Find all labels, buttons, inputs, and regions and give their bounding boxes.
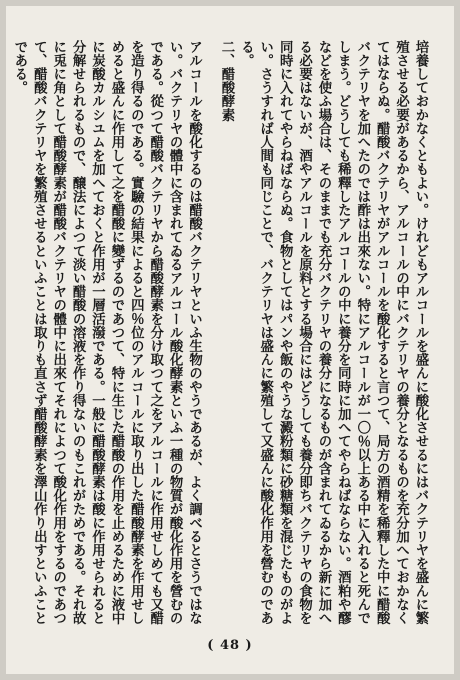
vertical-text-block <box>11 40 430 625</box>
page-number: ( 48 ) <box>207 638 253 653</box>
paragraph-2: アルコールを酸化するのは醋酸バクテリヤといふ生物のやうであるが、よく調べるとさうではない。バクテリヤの體中に含まれてゐるアルコール酸化酵素といふ一種の物質が酸化作用を營むのである。從つて醋酸バクテリヤから醋酸酵素を分け取つて之をアルコールに作用せしめても又醋を造り得るのである。實驗の結果によると四％位のアルコールに取り出した醋酸酵素を作用せしめると盛んに作用して之を醋酸に變ずるのであつて、特に生じた醋酸の作用を止めるために液中に炭酸カルシユムを加へておくと作用が一層活潑である。一般に醋酸酵素は酸に作用せられると分解せられるもので、醸法によつて淡い醋酸の溶液を作り得ないのもこれがためである。それ故に兎に角として醋酸酵素が醋酸バクテリヤの體中に出來てそれによつて酸化作用をするのであつて、醋酸バクテリヤを繁殖させるといふことは取りも直さず醋酸酵素を澤山作り出すといふことである。 <box>11 40 203 625</box>
section-heading: 二、醋酸酵素 <box>218 40 235 122</box>
paragraph-1: 培養しておかなくともよい。けれどもアルコールを盛んに酸化させるにはバクテリヤを盛んに繁殖させる必要があるから、アルコールの中にバクテリヤの養分となるものを充分加へておかなくてはならぬ。醋酸バクテリヤがアルコールを酸化すると言つて、局方の酒精を稀釋した中に醋酸バクテリヤを加へたのでは酢は出來ない。特にアルコールが一〇％以上ある中に入れると死んでしまう。どうしても稀釋したアルコールの中に養分を同時に加へてやらねばならない。酒粕や醪などを使ふ場合は、そのままでも充分バクテリヤの養分になるものが含まれてゐるから新に加へる必要はないが、酒やアルコールを原料とする場合にはどうしても養分即ちバクテリヤの食物を同時に入れてやらねばならぬ。食物としてはパンや飯のやうな澱粉類に砂糖類を混じたものがよい。さうすれば人間も同じことで、バクテリヤは盛んに繁殖して又盛んに酸化作用を營むのである。 <box>238 40 429 625</box>
